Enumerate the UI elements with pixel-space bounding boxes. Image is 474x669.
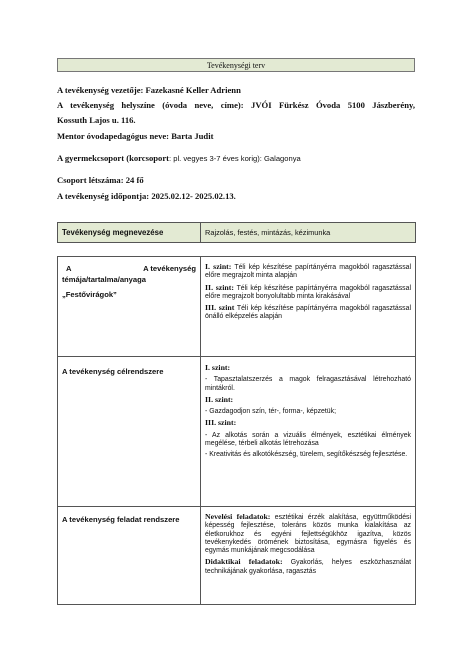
activity-label: Tevékenység megnevezése <box>58 223 201 243</box>
location-value-2: Kossuth Lajos u. 116. <box>57 115 136 125</box>
location-value-1: JVÓI Fürkész Óvoda 5100 Jászberény, <box>251 100 416 110</box>
activity-table <box>57 222 416 243</box>
mentor-label: Mentor óvodapedagógus neve: <box>57 131 170 141</box>
topic-level-2: II. szint: Téli kép készítése papírtányérra magokból ragasztással előre megrajzolt bonyolultabb minta kirakásával <box>205 282 411 300</box>
topic-label-a: A <box>66 264 72 273</box>
goals-l1-head: I. szint: <box>205 363 231 372</box>
page-title: Tevékenységi terv <box>57 58 415 72</box>
group-value: : Galagonya <box>259 154 301 163</box>
group-line <box>57 153 301 163</box>
size-label: Csoport létszáma: <box>57 175 124 185</box>
leader-label: A tevékenység vezetője: <box>57 85 144 95</box>
goals-l3-head: III. szint: <box>205 418 237 428</box>
goals-l2-head: II. szint: <box>205 394 234 404</box>
goals-cell <box>201 357 416 507</box>
tasks-did: Didaktikai feladatok: Gyakorlás, helyes eszközhasználat technikájának gyakorlása, ragasztás <box>205 557 411 575</box>
group-label: A gyermekcsoport (korcsoport <box>57 153 170 163</box>
topic-level-3: III. szint Téli kép készítése papírtányérra magokból ragasztással önálló elképzelés alapján <box>205 303 411 321</box>
activity-row <box>58 223 416 243</box>
date-line <box>57 191 236 201</box>
leader-value: Fazekasné Keller Adrienn <box>145 85 241 95</box>
topic-level-1: I. szint: Téli kép készítése papírtányérra magokból ragasztással előre megrajzolt minta alapján <box>205 262 411 280</box>
location-label: A tevékenység helyszíne (óvoda neve, címe): <box>57 100 244 110</box>
tasks-edu: Nevelési feladatok: esztétikai érzék alakítása, együttműködési képesség fejlesztése, toleráns közös munka kialakítása az életkorukhoz és egyéni fejlettségükhöz igazítva, közös tevékenykedés örömének biztosítása, egymásra figyelés és egymás munkájának megcsodálása <box>205 512 411 555</box>
topic-label-cell <box>58 257 201 357</box>
leader-line <box>57 85 241 95</box>
date-label: A tevékenység időpontja: <box>57 191 150 201</box>
goals-l1-text: - Tapasztalatszerzés a magok felragasztásával létrehozható mintákról. <box>205 376 411 392</box>
goals-l3-text-1: - Az alkotás során a vizuális élmények, esztétikai élmények megélése, térbeli alkotás létrehozása <box>205 431 411 448</box>
goals-label: A tevékenység célrendszere <box>58 357 201 507</box>
size-line <box>57 175 144 185</box>
topic-row <box>58 257 416 357</box>
location-line-2 <box>57 115 136 125</box>
group-hint: : pl. vegyes 3-7 éves korig) <box>169 154 260 163</box>
goals-l2-text: - Gazdagodjon szín, tér-, forma-, képzetük; <box>205 408 336 416</box>
mentor-line <box>57 131 213 141</box>
date-value: 2025.02.12- 2025.02.13. <box>151 191 236 201</box>
activity-value: Rajzolás, festés, mintázás, kézimunka <box>201 223 416 243</box>
location-line <box>57 100 415 110</box>
tasks-row <box>58 507 416 605</box>
topic-label-2: témája/tartalma/anyaga <box>62 275 146 284</box>
tasks-label: A tevékenység feladat rendszere <box>58 507 201 605</box>
goals-l3-text-2: - Kreativitás és alkotókészség, türelem, segítőkészség fejlesztése. <box>205 451 408 459</box>
goals-row <box>58 357 416 507</box>
plan-table <box>57 256 416 605</box>
tasks-cell <box>201 507 416 605</box>
mentor-value: Barta Judit <box>171 131 214 141</box>
topic-levels-cell <box>201 257 416 357</box>
topic-label-3: „Festővirágok” <box>62 290 117 299</box>
topic-label-1: A tevékenység <box>143 264 196 273</box>
size-value: 24 fő <box>125 175 144 185</box>
